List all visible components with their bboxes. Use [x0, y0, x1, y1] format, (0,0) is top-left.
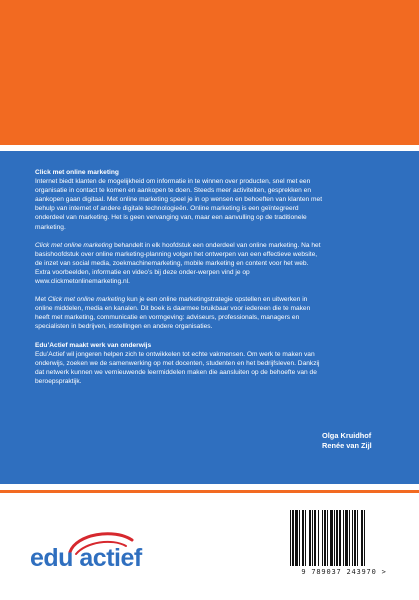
- orange-rule: [0, 490, 419, 493]
- blurb-prefix: Met: [35, 296, 48, 304]
- blurb-paragraph-text: Edu’Actief wil jongeren helpen zich te ontwikkelen tot echte vakmensen. Om werk te maken van onderwijs, zoeken we de samenwerking op met docenten, studenten en het bedrijfsleven. Dankzij dat netwerk kunnen we vernieuwende leermiddelen maken die aansluiten op de behoefte van de beroepspraktijk.: [35, 350, 320, 385]
- book-title-italic: Click met online marketing: [47, 296, 126, 304]
- logo-wordmark: [30, 544, 142, 573]
- publisher-logo: [30, 530, 170, 580]
- author-names: [322, 431, 372, 451]
- isbn-suffix: >: [381, 568, 387, 576]
- blurb-paragraph-1: [35, 168, 325, 232]
- logo-actief: actief: [79, 544, 142, 572]
- author-name: Olga Kruidhof: [322, 431, 372, 440]
- isbn-barcode: [284, 508, 404, 586]
- blurb-text: [35, 168, 325, 395]
- book-title-italic: Click met online marketing: [35, 241, 113, 249]
- publisher-heading: Edu’Actief maakt werk van onderwijs: [35, 341, 152, 349]
- barcode-bars-icon: [288, 510, 400, 568]
- isbn-digits: 9 789037 243970: [301, 568, 377, 576]
- logo-edu: edu: [30, 544, 73, 572]
- isbn-number: [284, 568, 404, 576]
- blurb-paragraph-3: [35, 295, 325, 331]
- blurb-paragraph-4: [35, 341, 325, 386]
- blurb-paragraph-text: behandelt in elk hoofdstuk een onderdeel van online marketing. Na het basishoofdstuk over online marketing-planning volgen het ontwerpen van een effectieve website, de inzet van social media, zoekmachinemarketing, mobile marketing en content voor het web. Extra voorbeelden, informatie en video’s bij deze onder-werpen vind je op www.clickmetonlinemarketing.nl.: [35, 241, 321, 286]
- blurb-heading: Click met online marketing: [35, 169, 119, 176]
- author-name: Renée van Zijl: [322, 441, 372, 450]
- orange-top-band: [0, 0, 419, 145]
- blurb-paragraph-text: Internet biedt klanten de mogelijkheid om informatie in te winnen over producten, snel met een organisatie in contact te komen en aankopen te doen. Steeds meer activiteiten, gesprekken en aankopen gaan digitaal. Met online marketing speel je in op wensen en behoeften van klanten met behulp van internet of andere digitale technologieën. Online marketing is een geïntegreerd onderdeel van marketing. Het is geen vervanging van, maar een aanvulling op de traditionele marketing.: [35, 178, 323, 231]
- blurb-paragraph-text: kun je een online marketingstrategie opstellen en uitwerken in online middelen, media en kanalen. Dit boek is daarmee bruikbaar voor iedereen die te maken heeft met marketing, communicatie en vormgeving: adviseurs, professionals, managers en specialisten in bedrijven, instellingen en andere organisaties.: [35, 296, 311, 331]
- blurb-paragraph-2: [35, 241, 325, 286]
